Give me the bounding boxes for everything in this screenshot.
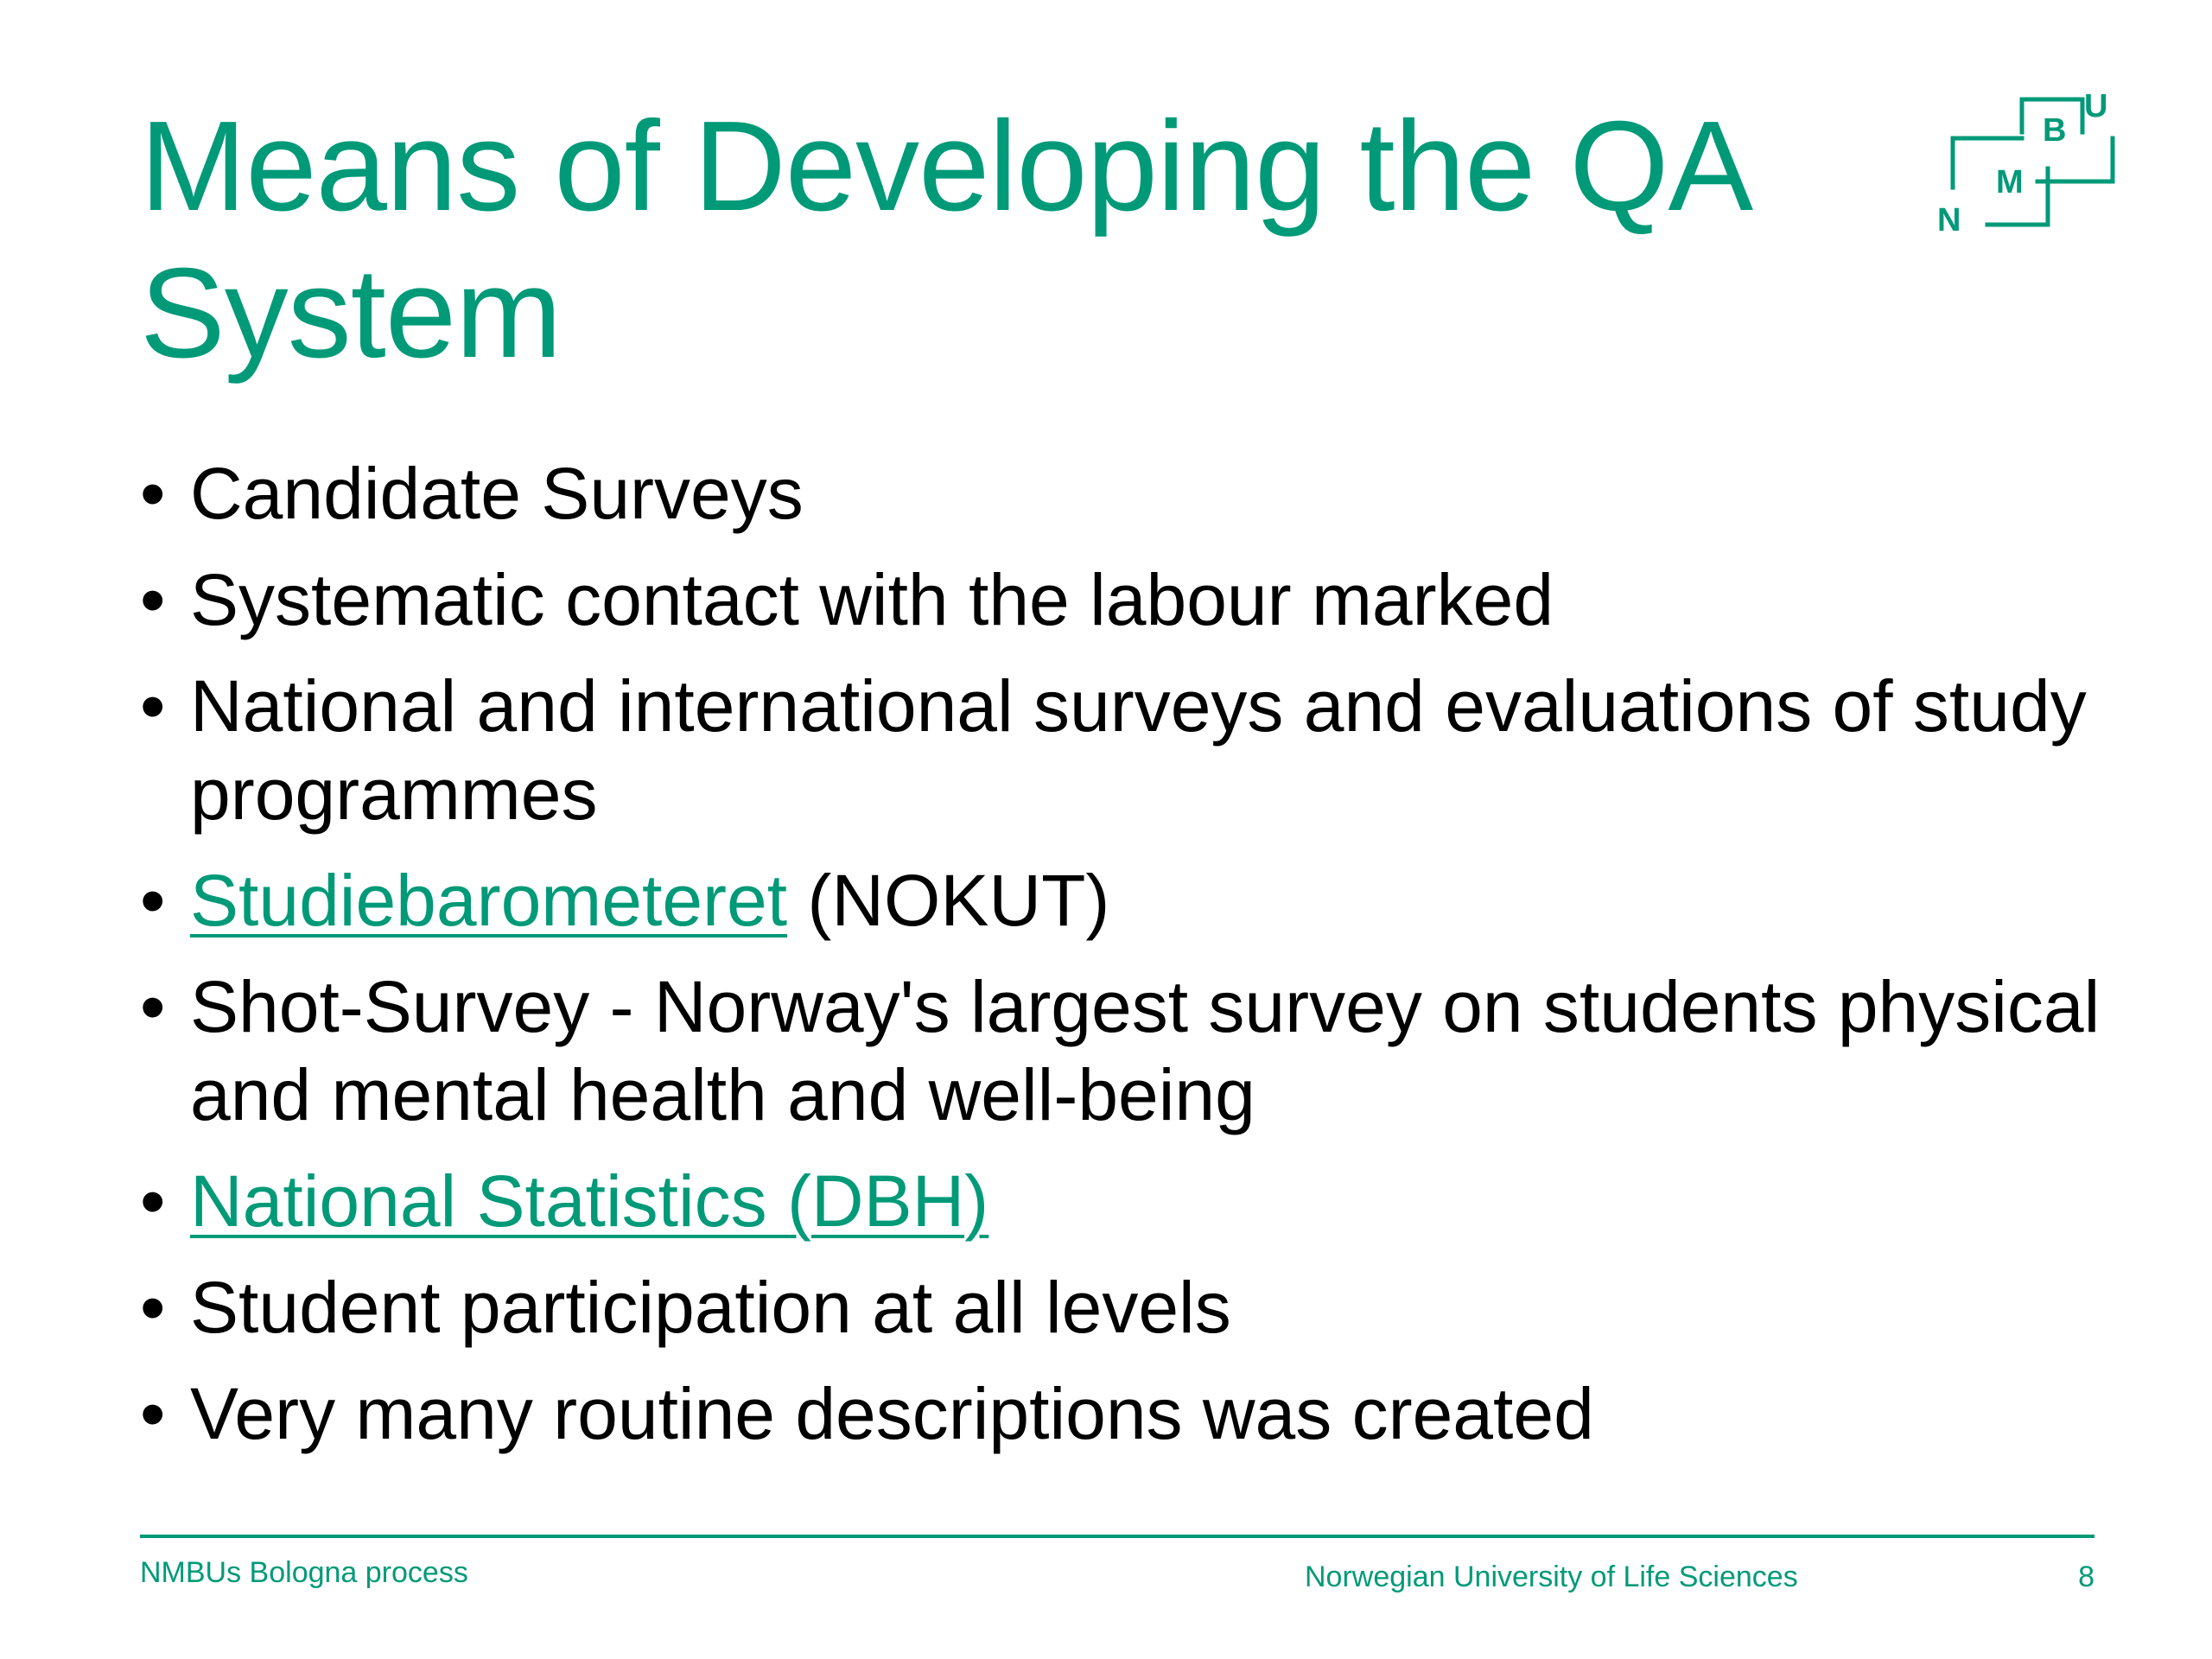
bullet-text: (NOKUT): [787, 860, 1110, 941]
slide-title: Means of Developing the QA System: [140, 95, 1746, 385]
bullet-item: [140, 556, 2127, 644]
bullet-text: Very many routine descriptions was created: [190, 1373, 1594, 1454]
studiebarometeret-link[interactable]: Studiebarometeret: [190, 860, 788, 941]
bullet-marker: •: [140, 860, 166, 941]
logo-letter-m: M: [1996, 164, 2024, 200]
bullet-item: [140, 449, 2127, 537]
bullet-marker: •: [140, 559, 166, 640]
bullet-text: Candidate Surveys: [190, 453, 804, 534]
bullet-text: Shot-Survey - Norway's largest survey on students physical and mental health and well-being: [190, 966, 2101, 1135]
nmbu-logo: [1936, 91, 2117, 238]
bullet-text: Systematic contact with the labour marked: [190, 559, 1554, 640]
footer-presentation-title: NMBUs Bologna process: [140, 1556, 468, 1589]
bullet-item: [140, 856, 2127, 944]
bullet-marker: •: [140, 453, 166, 534]
national-statistics-link[interactable]: National Statistics (DBH): [190, 1160, 989, 1242]
bullet-item: [140, 1157, 2127, 1245]
logo-letter-u: U: [2084, 91, 2108, 124]
footer-divider: [140, 1535, 2094, 1538]
footer-institution: Norwegian University of Life Sciences: [1305, 1560, 1798, 1593]
bullet-marker: •: [140, 1373, 166, 1454]
bullet-text: National and international surveys and evaluations of study programmes: [190, 665, 2087, 835]
bullet-marker: •: [140, 1160, 166, 1242]
bullet-item: [140, 662, 2127, 838]
logo-letter-b: B: [2043, 112, 2067, 149]
page-number: 8: [2078, 1560, 2094, 1593]
bullet-marker: •: [140, 665, 166, 747]
logo-letter-n: N: [1937, 202, 1961, 238]
bullet-text: Student participation at all levels: [190, 1267, 1231, 1348]
bullet-item: [140, 963, 2127, 1139]
bullet-marker: •: [140, 966, 166, 1047]
bullet-item: [140, 1263, 2127, 1351]
bullet-marker: •: [140, 1267, 166, 1348]
bullet-list: [140, 449, 2127, 1476]
bullet-item: [140, 1370, 2127, 1458]
